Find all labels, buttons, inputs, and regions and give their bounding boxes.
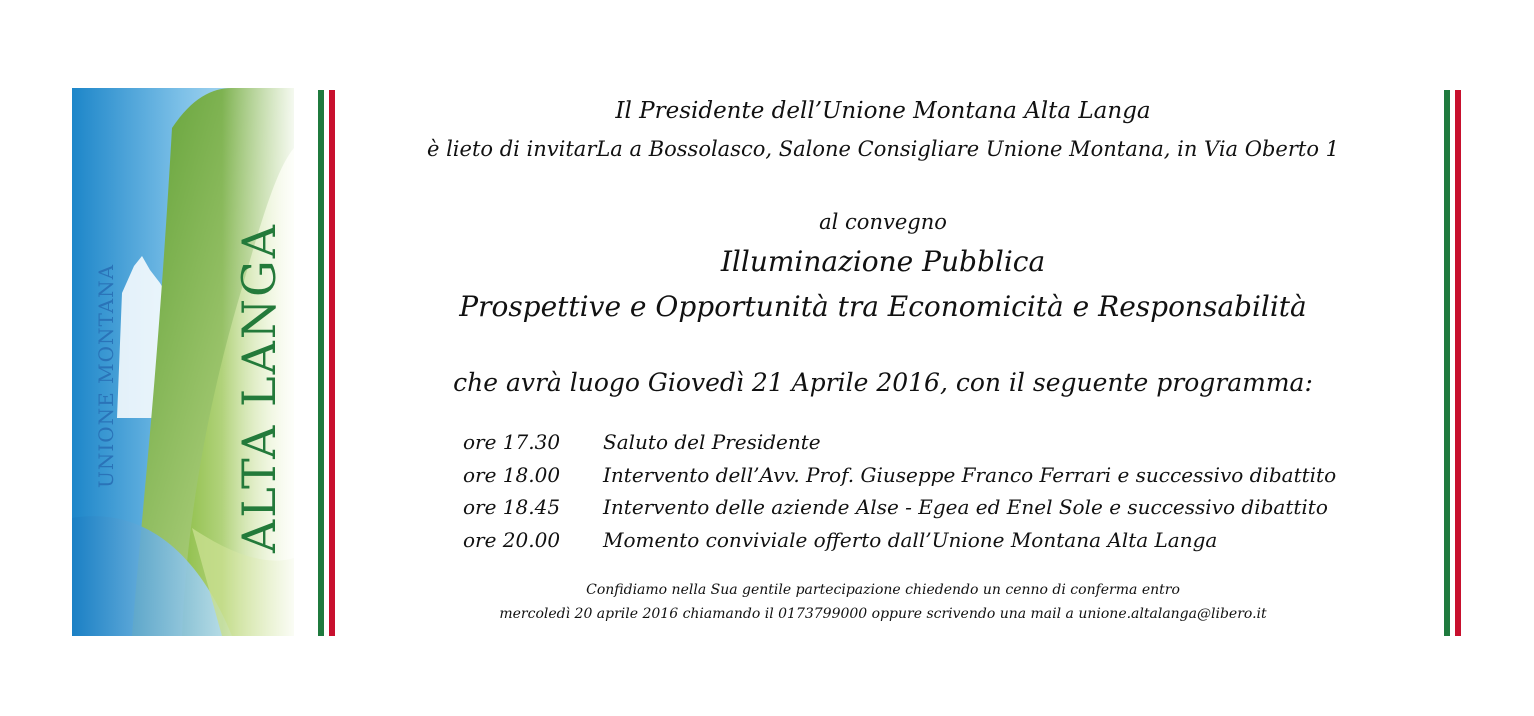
invitation-location-line: è lieto di invitarLa a Bossolasco, Salone Consigliare Unione Montana, in Via Oberto 1 bbox=[426, 137, 1339, 161]
event-subtitle: Prospettive e Opportunità tra Economicità e Responsabilità bbox=[459, 290, 1307, 323]
program-item bbox=[463, 463, 1336, 496]
rsvp-line-2: mercoledì 20 aprile 2016 chiamando il 0173799000 oppure scrivendo una mail a unione.altalanga@libero.it bbox=[499, 606, 1267, 622]
event-title: Illuminazione Pubblica bbox=[720, 245, 1046, 278]
logo-text-unione-montana: UNIONE MONTANA bbox=[94, 263, 118, 488]
program-text: Saluto del Presidente bbox=[603, 430, 821, 454]
italian-flag-stripe-left bbox=[318, 90, 336, 636]
rsvp-line-1: Confidiamo nella Sua gentile partecipazione chiedendo un cenno di conferma entro bbox=[586, 582, 1180, 598]
program-item bbox=[463, 430, 1336, 463]
invitation-host-line: Il Presidente dell’Unione Montana Alta Langa bbox=[615, 98, 1151, 124]
logo-text-alta-langa: ALTA LANGA bbox=[232, 222, 286, 553]
program-item bbox=[463, 528, 1336, 561]
event-date-line: che avrà luogo Giovedì 21 Aprile 2016, con il seguente programma: bbox=[453, 368, 1313, 397]
unione-montana-alta-langa-logo bbox=[72, 88, 294, 636]
program-text: Momento conviviale offerto dall’Unione Montana Alta Langa bbox=[603, 527, 1218, 552]
program-text: Intervento delle aziende Alse - Egea ed Enel Sole e successivo dibattito bbox=[603, 495, 1328, 519]
program-item bbox=[463, 495, 1336, 528]
event-intro: al convegno bbox=[819, 210, 947, 234]
program-list bbox=[463, 430, 1336, 560]
program-time: ore 18.00 bbox=[463, 462, 561, 487]
italian-flag-stripe-right bbox=[1444, 90, 1462, 636]
program-text: Intervento dell’Avv. Prof. Giuseppe Franco Ferrari e successivo dibattito bbox=[603, 462, 1337, 487]
program-time: ore 18.45 bbox=[463, 495, 561, 519]
program-time: ore 20.00 bbox=[463, 527, 561, 552]
program-time: ore 17.30 bbox=[463, 430, 561, 454]
